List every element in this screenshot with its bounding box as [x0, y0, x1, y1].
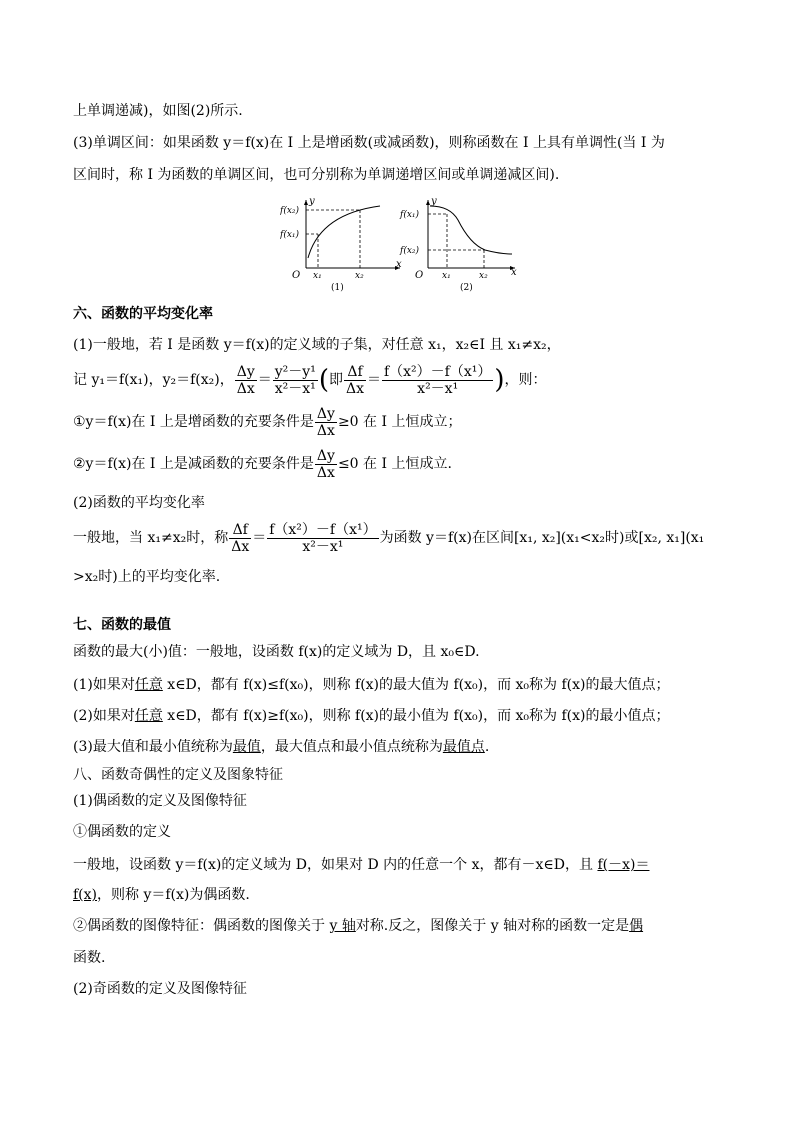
text-span: ②y＝f(x)在 I 上是减函数的充要条件是 [73, 456, 314, 472]
paragraph-line-with-formula: 记 y₁＝f(x₁)，y₂＝f(x₂)， $\frac{\Delta y}{\Delta x}$ ＝ $\frac{\text{y²－y¹}}{\text{x²－x¹}}$ (即 $\frac{\Delta f}{\Delta x}$ ＝ $\frac{\text{f（x²）－f（x¹）}}{\text{x²－x¹}}$ )，则： [73, 363, 547, 397]
denominator: Δx [345, 380, 364, 397]
paragraph-line: 函数的最大(小)值：一般地，设函数 f(x)的定义域为 D，且 x₀∈D. [73, 644, 480, 660]
paragraph-line [73, 856, 649, 874]
text-span: 一般地，设函数 y＝f(x)的定义域为 D，如果对 D 内的任意一个 x，都有－x∈D，且 [73, 857, 598, 873]
paragraph-line-with-formula [73, 404, 461, 440]
underlined-term: f(－x)＝ [597, 857, 650, 873]
graph1-x-label: x [396, 259, 402, 270]
graph2-fx1: f(x₁) [400, 210, 420, 220]
paragraph-line: 上单调递减)，如图(2)所示. [73, 103, 243, 119]
denominator: Δx [316, 422, 335, 439]
paragraph-line: (1)一般地，若 I 是函数 y＝f(x)的定义域的子集，对任意 x₁，x₂∈I 且 x₁≠x₂， [73, 337, 561, 353]
numerator: f（x²）－f（x¹） [269, 521, 377, 538]
fraction [267, 522, 378, 555]
graph1-x2: x₂ [355, 271, 364, 281]
text-span: (2)如果对 [73, 708, 135, 724]
fraction [235, 364, 257, 397]
text-span: (3)最大值和最小值统称为 [73, 739, 233, 755]
graph-increasing [280, 196, 402, 293]
graph1-x1: x₁ [313, 271, 322, 281]
graph2-y-label: y [431, 196, 437, 207]
paragraph-line: (2)函数的平均变化率 [73, 495, 205, 511]
section-heading: 六、函数的平均变化率 [73, 306, 213, 322]
paragraph-line [73, 886, 250, 904]
graph1-fx1: f(x₁) [280, 230, 300, 240]
graph2-fx2: f(x₂) [400, 246, 420, 256]
numerator: Δy [236, 363, 255, 380]
denominator: x²－x¹ [302, 538, 344, 555]
text-span: 记 y₁＝f(x₁)，y₂＝f(x₂)， [73, 372, 234, 388]
text-span: x∈D，都有 f(x)≤f(x₀)，则称 f(x)的最大值为 f(x₀)，而 x₀称为 f(x)的最大值点； [162, 677, 670, 693]
underlined-term: 任意 [134, 677, 163, 693]
section-heading: 八、函数奇偶性的定义及图象特征 [73, 767, 283, 783]
numerator: Δy [316, 447, 335, 464]
fraction [344, 364, 366, 397]
text-span: ，最大值点和最小值点统称为 [260, 739, 443, 755]
fraction [382, 364, 493, 397]
figure-svg [280, 196, 540, 296]
graph-decreasing [399, 196, 517, 293]
graph2-origin: O [415, 270, 424, 281]
graph1-y-label: y [309, 196, 315, 207]
text-span: ≤0 在 I 上恒成立. [337, 456, 452, 472]
denominator: x²－x¹ [417, 380, 459, 397]
text-span: ≥0 在 I 上恒成立； [337, 414, 462, 430]
numerator: y²－y¹ [274, 363, 316, 380]
graph1-fx2: f(x₂) [280, 206, 300, 216]
paragraph-line: (2)奇函数的定义及图像特征 [73, 981, 247, 997]
paragraph-line: >x₂时)上的平均变化率. [73, 569, 221, 585]
graph2-x2: x₂ [479, 271, 488, 281]
text-span: ②偶函数的图像特征：偶函数的图像关于 [73, 918, 330, 934]
paragraph-line: ①偶函数的定义 [73, 824, 171, 840]
underlined-term: 最值点 [442, 739, 485, 755]
text-span: x∈D，都有 f(x)≥f(x₀)，则称 f(x)的最小值为 f(x₀)，而 x₀称为 f(x)的最小值点； [162, 708, 670, 724]
paragraph-line [73, 738, 489, 756]
paragraph-line [73, 917, 643, 935]
fraction [315, 448, 337, 481]
text-span: (1)如果对 [73, 677, 135, 693]
numerator: Δf [344, 364, 366, 381]
graph2-x-label: x [511, 267, 517, 278]
numerator: Δy [316, 405, 335, 422]
graph1-origin: O [292, 270, 301, 281]
paragraph-line: (3)单调区间：如果函数 y＝f(x)在 I 上是增函数(或减函数)，则称函数在 I 上具有单调性(当 I 为 [73, 135, 665, 151]
text-span: 一般地，当 x₁≠x₂时，称 [73, 530, 229, 546]
graph2-x1: x₁ [442, 271, 451, 281]
denominator: x²－x¹ [274, 380, 316, 397]
text-span: . [484, 739, 490, 755]
text-span: ，则： [504, 372, 547, 388]
paragraph-line: (1)偶函数的定义及图像特征 [73, 793, 247, 809]
text-span: 为函数 y＝f(x)在区间[x₁, x₂](x₁<x₂时)或[x₂, x₁](x₁ [379, 530, 705, 546]
paragraph-line-with-formula [73, 446, 452, 482]
text-span: 对称.反之，图像关于 y 轴对称的函数一定是 [355, 918, 630, 934]
fraction [229, 522, 251, 555]
monotonic-function-figure [280, 196, 540, 296]
underlined-term: f(x) [73, 887, 98, 903]
section-heading: 七、函数的最值 [73, 617, 171, 633]
denominator: Δx [316, 464, 335, 481]
text-span: ，则称 y＝f(x)为偶函数. [97, 887, 250, 903]
paragraph-line-with-formula: 一般地，当 x₁≠x₂时，称 $\frac{\Delta f}{\Delta x}$ ＝ $\frac{\text{f（x²）－f（x¹）}}{\text{x²－x¹}}$ 为函数 y＝f(x)在区间[x₁, x₂](x₁<x₂时)或[x₂, x₁](x₁ [73, 521, 705, 555]
graph2-caption: (2) [460, 283, 473, 293]
denominator: Δx [231, 538, 250, 555]
numerator: f（x²）－f（x¹） [383, 363, 492, 380]
paragraph-line: 区间时，称 I 为函数的单调区间，也可分别称为单调递增区间或单调递减区间). [73, 167, 560, 183]
underlined-term: y 轴 [329, 918, 356, 934]
text-span: ①y＝f(x)在 I 上是增函数的充要条件是 [73, 414, 314, 430]
paragraph-line [73, 676, 670, 694]
text-span: 即 [328, 372, 343, 388]
underlined-term: 偶 [629, 918, 644, 934]
underlined-term: 任意 [134, 708, 163, 724]
fraction [273, 364, 318, 397]
paragraph-line [73, 707, 670, 725]
paragraph-line: 函数. [73, 950, 106, 966]
graph1-caption: (1) [331, 283, 344, 293]
underlined-term: 最值 [232, 739, 261, 755]
numerator: Δf [229, 522, 251, 539]
fraction [315, 406, 337, 439]
denominator: Δx [236, 380, 255, 397]
